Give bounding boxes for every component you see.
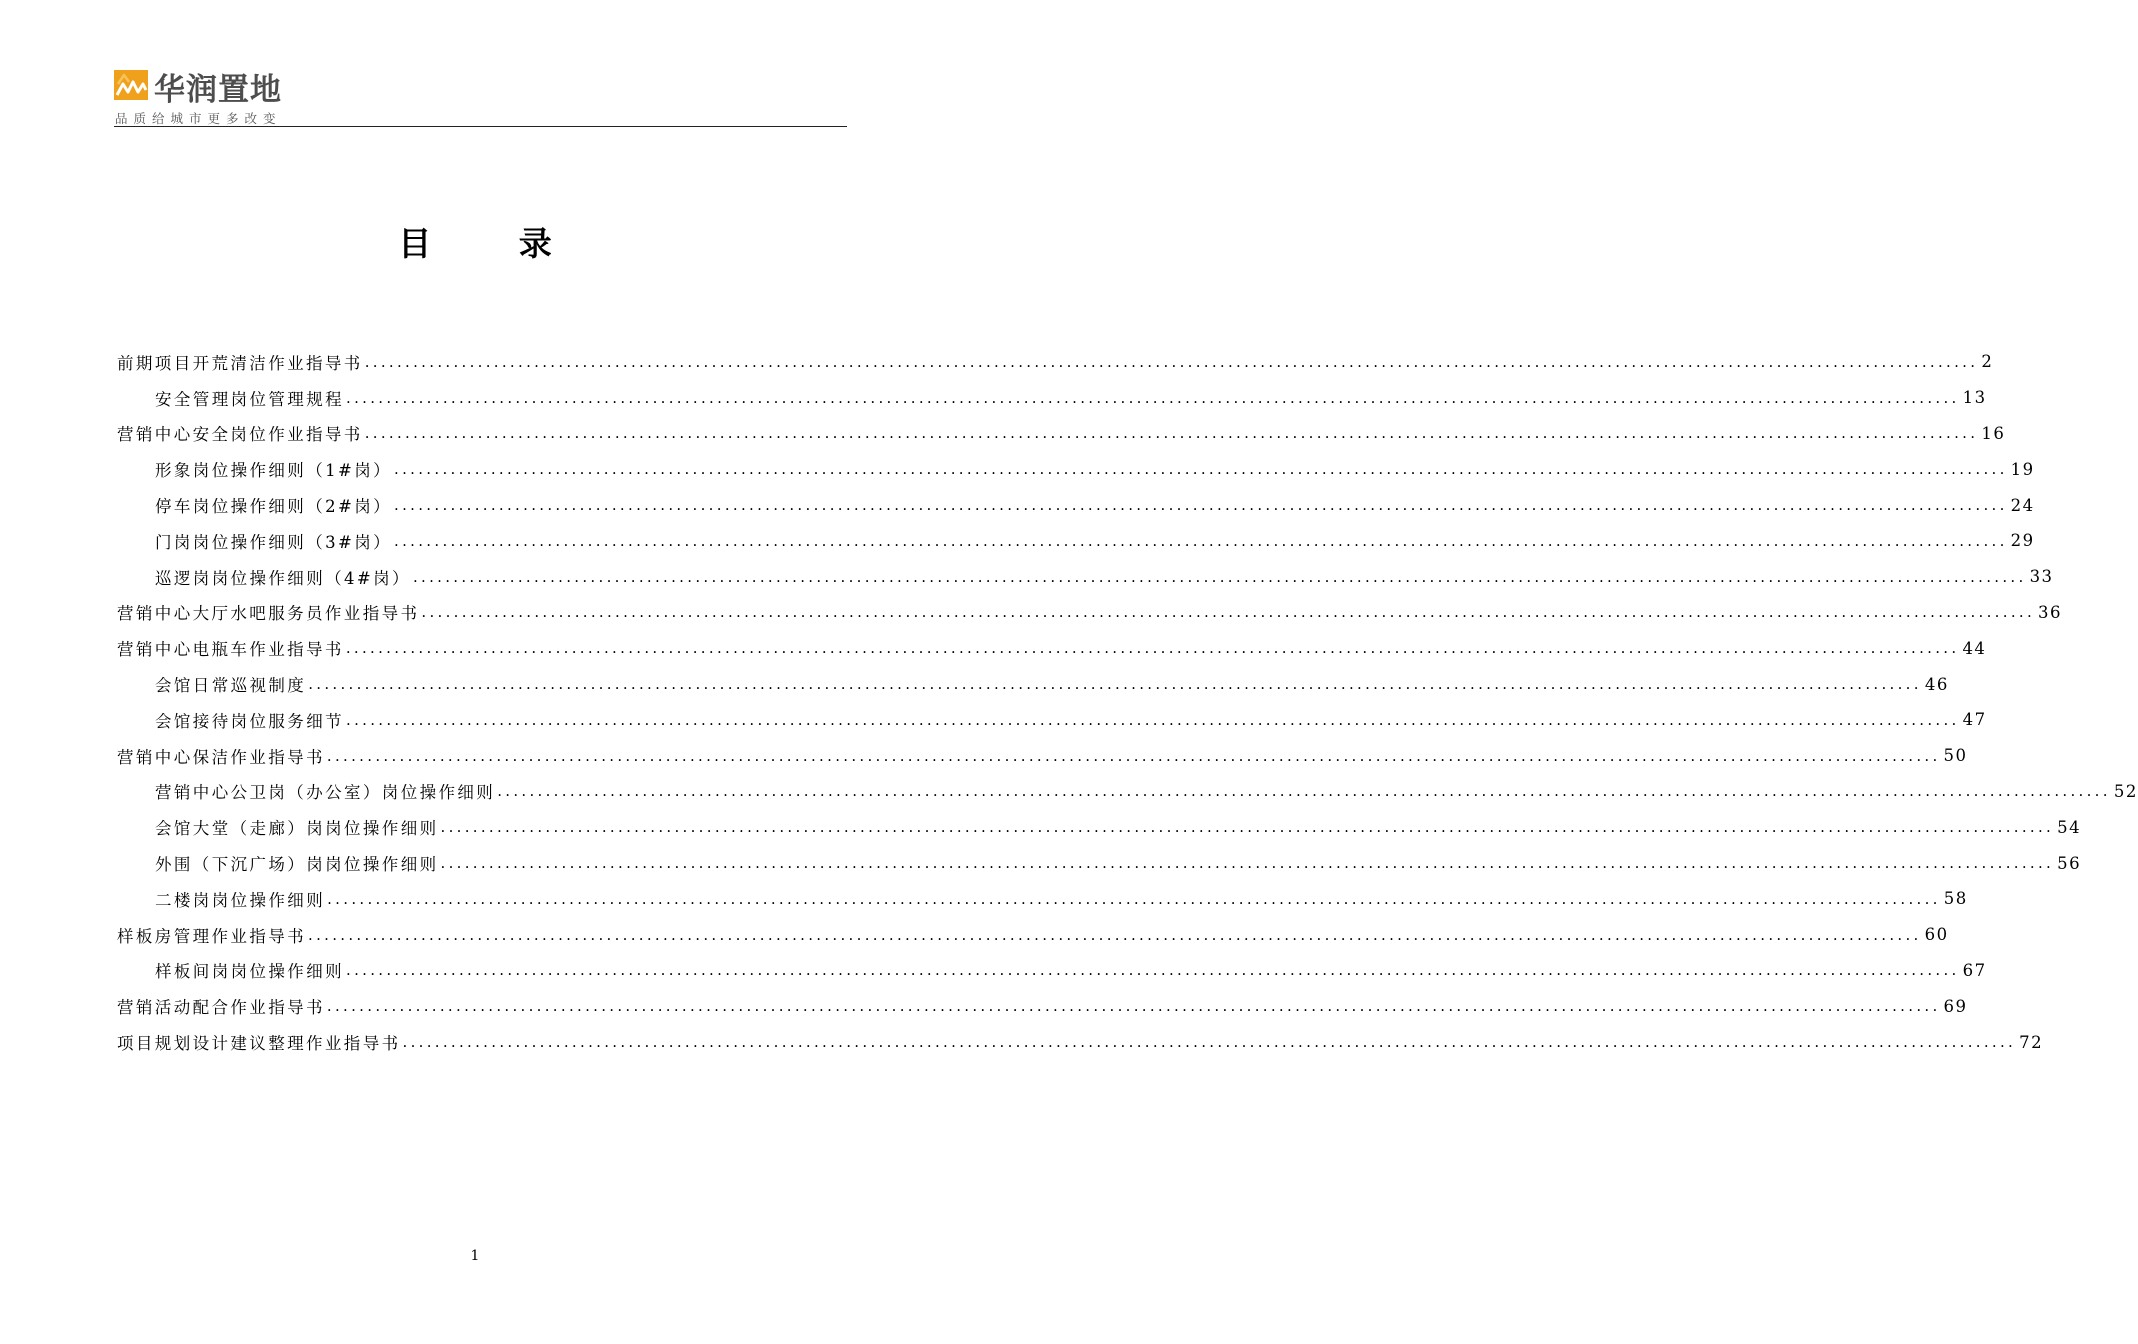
toc-dot-leader: ........................................................................................................................................................................................................ [497, 782, 2111, 801]
toc-entry[interactable] [117, 1024, 2044, 1060]
toc-dot-leader: ........................................................................................................................................................................................................ [440, 854, 2055, 873]
toc-entry-title: 二楼岗岗位操作细则 [155, 890, 326, 910]
toc-dot-leader: ........................................................................................................................................................................................................ [421, 603, 2036, 622]
toc-entry-page: 19 [2010, 459, 2035, 479]
toc-dot-leader: ........................................................................................................................................................................................................ [394, 496, 2008, 515]
toc-dot-leader: ........................................................................................................................................................................................................ [345, 639, 1960, 658]
toc-dot-leader: ........................................................................................................................................................................................................ [308, 925, 1922, 944]
toc-entry[interactable] [117, 845, 2082, 881]
toc-entry[interactable] [117, 774, 2138, 810]
toc-dot-leader: ........................................................................................................................................................................................................ [364, 424, 1979, 443]
toc-entry-title: 门岗岗位操作细则（3#岗） [155, 532, 393, 552]
toc-dot-leader: ........................................................................................................................................................................................................ [308, 675, 1922, 694]
toc-dot-leader: ........................................................................................................................................................................................................ [326, 997, 1941, 1016]
toc-entry-title: 营销中心保洁作业指导书 [117, 747, 325, 767]
header-divider [114, 126, 847, 127]
toc-entry-page: 46 [1924, 674, 1949, 694]
toc-entry-page: 24 [2010, 495, 2035, 515]
company-logo-icon [114, 70, 148, 100]
toc-dot-leader: ........................................................................................................................................................................................................ [346, 710, 1960, 729]
toc-entry-title: 样板间岗岗位操作细则 [155, 962, 344, 982]
page-number: 1 [470, 1248, 480, 1264]
toc-dot-leader: ........................................................................................................................................................................................................ [402, 1033, 2017, 1052]
toc-entry-page: 36 [2038, 602, 2063, 622]
toc-entry[interactable] [117, 344, 1994, 380]
toc-dot-leader: ........................................................................................................................................................................................................ [440, 818, 2055, 837]
toc-entry-title: 前期项目开荒清洁作业指导书 [117, 353, 363, 373]
toc-dot-leader: ........................................................................................................................................................................................................ [364, 352, 1979, 371]
toc-entry[interactable] [117, 988, 1968, 1024]
toc-entry-page: 50 [1943, 746, 1968, 766]
toc-entry-title: 样板房管理作业指导书 [117, 926, 306, 946]
toc-entry-page: 47 [1962, 710, 1987, 730]
toc-entry-title: 营销中心公卫岗（办公室）岗位操作细则 [155, 783, 496, 803]
toc-dot-leader: ........................................................................................................................................................................................................ [394, 460, 2008, 479]
toc-entry[interactable] [117, 595, 2063, 631]
toc-entry[interactable] [117, 881, 1968, 917]
toc-dot-leader: ........................................................................................................................................................................................................ [327, 889, 1941, 908]
toc-entry-page: 29 [2010, 531, 2035, 551]
toc-entry[interactable] [117, 380, 1987, 416]
toc-title: 目 录 [398, 224, 590, 263]
toc-entry[interactable] [117, 630, 1987, 666]
brand-name: 华润置地 [154, 72, 282, 108]
toc-entry-title: 会馆大堂（走廊）岗岗位操作细则 [155, 819, 439, 839]
toc-entry-title: 营销中心安全岗位作业指导书 [117, 425, 363, 445]
brand-slogan: 品质给城市更多改变 [115, 111, 282, 126]
toc-entry[interactable] [117, 953, 1987, 989]
toc-entry-title: 营销中心电瓶车作业指导书 [117, 640, 344, 660]
toc-entry-title: 安全管理岗位管理规程 [155, 389, 344, 409]
toc-entry-title: 外围（下沉广场）岗岗位操作细则 [155, 855, 439, 875]
toc-entry-title: 营销活动配合作业指导书 [117, 998, 325, 1018]
toc-entry-title: 会馆接待岗位服务细节 [155, 711, 344, 731]
toc-entry[interactable] [117, 487, 2035, 523]
toc-entry-title: 停车岗位操作细则（2#岗） [155, 497, 393, 517]
table-of-contents [117, 344, 2138, 1060]
toc-dot-leader: ........................................................................................................................................................................................................ [394, 531, 2008, 550]
toc-entry-page: 54 [2057, 817, 2082, 837]
toc-entry-page: 2 [1981, 352, 1994, 372]
toc-entry[interactable] [117, 523, 2035, 559]
toc-entry[interactable] [117, 702, 1987, 738]
toc-dot-leader: ........................................................................................................................................................................................................ [412, 567, 2027, 586]
toc-entry-title: 形象岗位操作细则（1#岗） [155, 461, 393, 481]
toc-dot-leader: ........................................................................................................................................................................................................ [346, 388, 1960, 407]
toc-entry-title: 会馆日常巡视制度 [155, 676, 307, 696]
toc-entry[interactable] [117, 559, 2054, 595]
toc-entry-page: 72 [2019, 1032, 2044, 1052]
toc-entry-title: 巡逻岗岗位操作细则（4#岗） [155, 568, 411, 588]
toc-entry-page: 69 [1943, 996, 1968, 1016]
toc-dot-leader: ........................................................................................................................................................................................................ [346, 961, 1960, 980]
toc-entry-page: 52 [2113, 781, 2138, 801]
toc-entry[interactable] [117, 451, 2035, 487]
toc-entry-page: 60 [1924, 925, 1949, 945]
toc-entry-page: 67 [1962, 960, 1987, 980]
toc-entry[interactable] [117, 917, 1949, 953]
toc-entry[interactable] [117, 809, 2082, 845]
toc-entry[interactable] [117, 738, 1968, 774]
toc-entry-page: 58 [1943, 889, 1968, 909]
toc-entry-page: 44 [1962, 638, 1987, 658]
toc-entry-page: 13 [1962, 388, 1987, 408]
toc-entry-title: 营销中心大厅水吧服务员作业指导书 [117, 604, 420, 624]
toc-entry-page: 16 [1981, 423, 2006, 443]
toc-entry[interactable] [117, 416, 2006, 452]
page-header [114, 66, 847, 128]
toc-entry-title: 项目规划设计建议整理作业指导书 [117, 1034, 401, 1054]
toc-entry-page: 56 [2057, 853, 2082, 873]
toc-entry-page: 33 [2029, 567, 2054, 587]
toc-entry[interactable] [117, 666, 1949, 702]
toc-dot-leader: ........................................................................................................................................................................................................ [326, 746, 1941, 765]
